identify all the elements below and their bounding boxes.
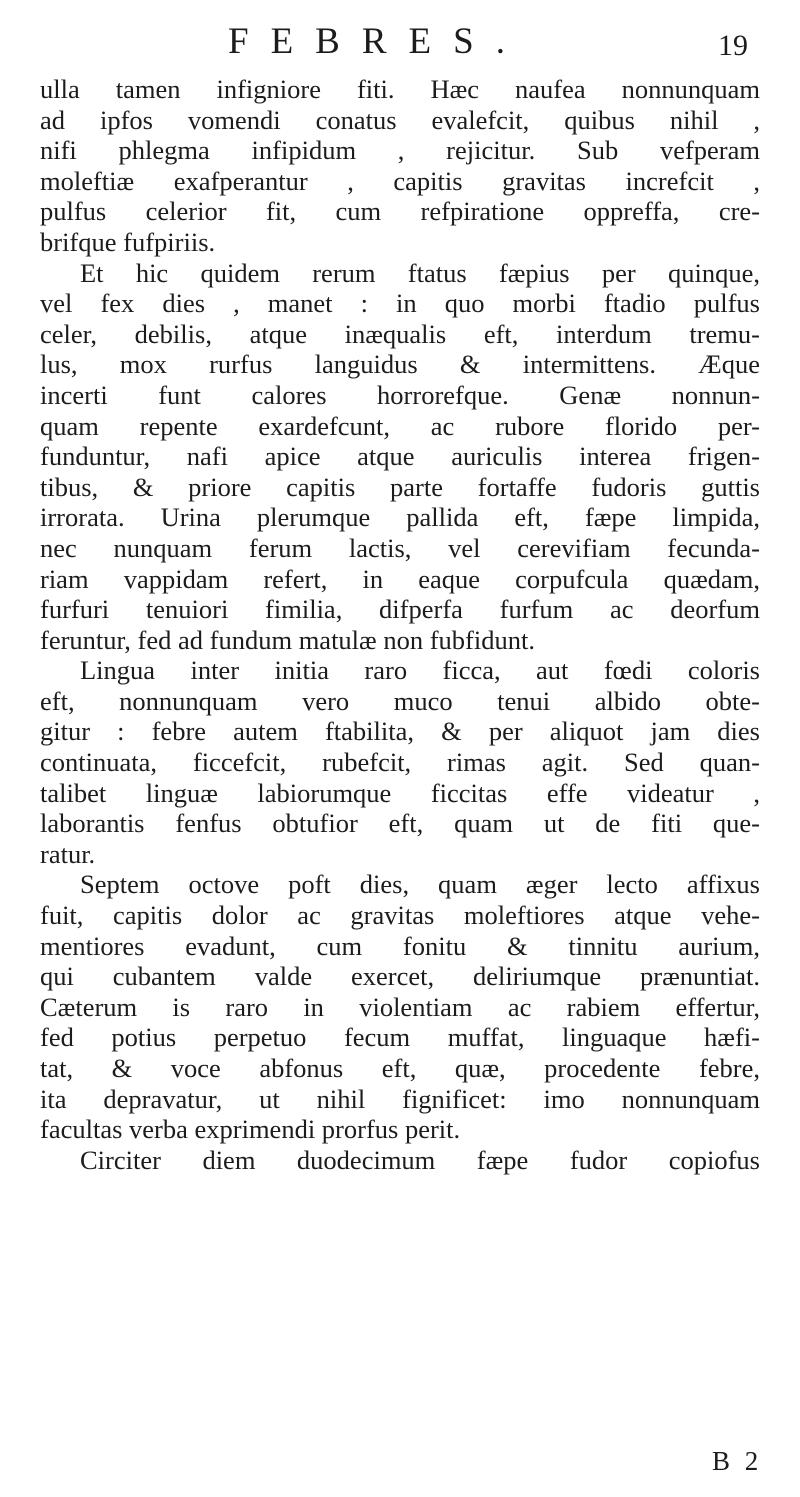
text-line: Septem octove poft dies, quam æger lecto affixus (80, 869, 760, 900)
text-line: Lingua inter initia raro ficca, aut fœdi coloris (80, 655, 760, 686)
running-title: FEBRES. (228, 21, 527, 62)
text-line: Cæterum is raro in violentiam ac rabiem effertur, (40, 991, 760, 1022)
text-line: gitur : febre autem ftabilita, & per aliquot jam dies (40, 716, 760, 747)
text-line: tibus, & priore capitis parte fortaffe fudoris guttis (40, 471, 760, 502)
text-line: furfuri tenuiori fimilia, difperfa furfum ac deorfum (40, 594, 760, 625)
text-line: quam repente exardefcunt, ac rubore florido per- (40, 410, 760, 441)
text-line: pulfus celerior fit, cum refpiratione oppreffa, cre- (40, 196, 760, 227)
text-line: continuata, ficcefcit, rubefcit, rimas agit. Sed quan- (40, 747, 760, 778)
text-line: nec nunquam ferum lactis, vel cerevifiam fecunda- (40, 532, 760, 563)
signature-mark: B 2 (712, 1446, 763, 1476)
text-line: celer, debilis, atque inæqualis eft, interdum tremu- (40, 318, 760, 349)
text-line: facultas verba exprimendi prorfus perit. (40, 1114, 461, 1145)
text-line: nifi phlegma infipidum , rejicitur. Sub vefperam (40, 135, 760, 166)
text-line: fuit, capitis dolor ac gravitas moleftiores atque vehe- (40, 900, 760, 931)
text-line: ulla tamen infigniore fiti. Hæc naufea nonnunquam (40, 74, 760, 104)
text-line: lus, mox rurfus languidus & intermittens. Æque (40, 349, 760, 380)
text-line: ita depravatur, ut nihil fignificet: imo nonnunquam (40, 1083, 760, 1114)
text-line: laborantis fenfus obtufior eft, quam ut de fiti que- (40, 808, 760, 839)
text-line: brifque fufpiriis. (40, 226, 216, 257)
text-line: irrorata. Urina plerumque pallida eft, fæpe limpida, (40, 502, 760, 533)
page-header (0, 18, 800, 66)
text-line: qui cubantem valde exercet, deliriumque prænuntiat. (40, 961, 760, 992)
text-line: ad ipfos vomendi conatus evalefcit, quibus nihil , (40, 104, 760, 135)
text-line: ratur. (40, 838, 96, 869)
text-line: fed potius perpetuo fecum muffat, linguaque hæfi- (40, 1022, 760, 1053)
text-line: funduntur, nafi apice atque auriculis interea frigen- (40, 441, 760, 472)
text-line: vel fex dies , manet : in quo morbi ftadio pulfus (40, 288, 760, 319)
text-line: feruntur, fed ad fundum matulæ non fubfidunt. (40, 624, 535, 655)
text-line: eft, nonnunquam vero muco tenui albido obte- (40, 685, 760, 716)
text-line: Et hic quidem rerum ftatus fæpius per quinque, (80, 257, 760, 288)
text-line: talibet linguæ labiorumque ficcitas effe videatur , (40, 777, 760, 808)
body-text (40, 74, 760, 1175)
text-line: tat, & voce abfonus eft, quæ, procedente febre, (40, 1053, 760, 1083)
text-line: incerti funt calores horrorefque. Genæ nonnun- (40, 379, 760, 410)
text-line: Circiter diem duodecimum fæpe fudor copiofus (80, 1144, 760, 1175)
text-line: riam vappidam refert, in eaque corpufcula quædam, (40, 563, 760, 594)
page-number: 19 (718, 29, 748, 62)
text-line: moleftiæ exafperantur , capitis gravitas increfcit , (40, 165, 760, 196)
text-line: mentiores evadunt, cum fonitu & tinnitu aurium, (40, 930, 760, 961)
